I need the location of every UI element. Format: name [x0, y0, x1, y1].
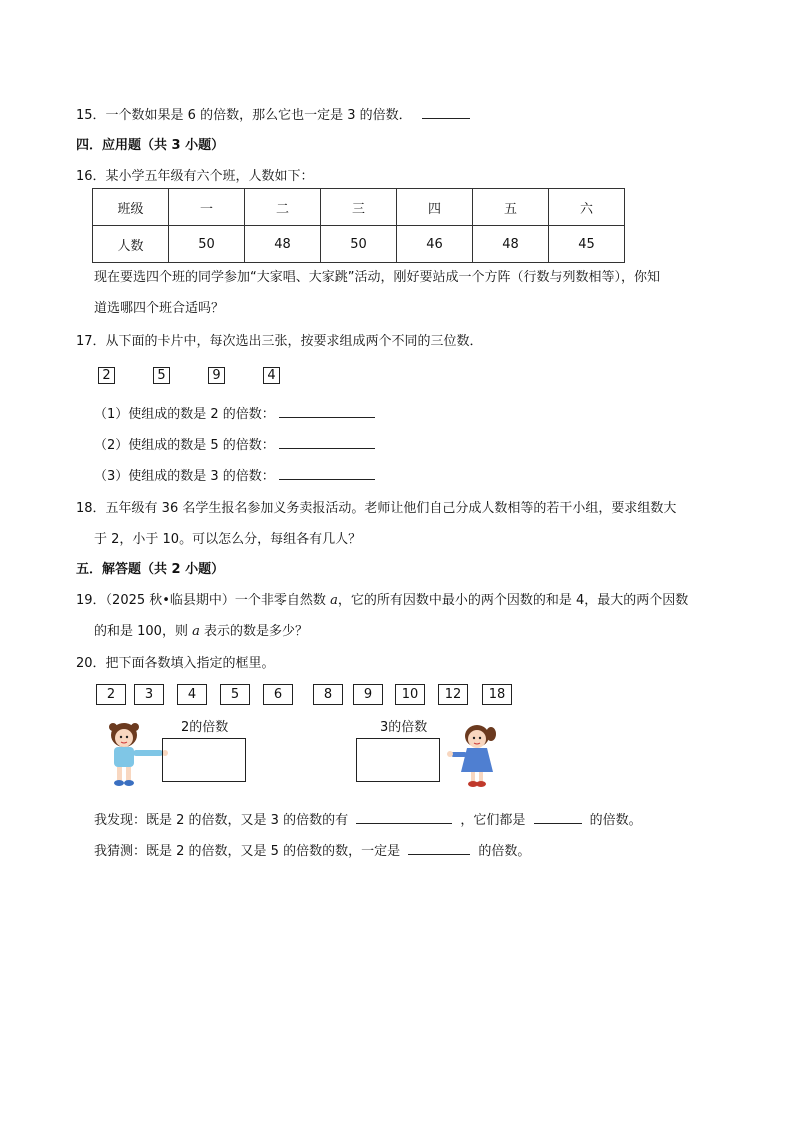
q20-guess-text-b: 的倍数。 [478, 844, 531, 859]
q17-sub2-blank[interactable] [279, 436, 375, 449]
q20-multiple-of-blank[interactable] [534, 811, 582, 824]
q17-sub3-blank[interactable] [279, 467, 375, 480]
class-size-table [92, 188, 625, 263]
table-cell: 45 [549, 226, 625, 263]
q19-variable: a [330, 593, 338, 608]
q15-answer-blank[interactable] [422, 106, 470, 119]
q18-line2: 于 2，小于 10。可以怎么分，每组各有几人？ [94, 532, 362, 547]
number-tile: 8 [313, 684, 343, 705]
q19-line1-start: 19．（2025 秋•临县期中）一个非零自然数 [76, 593, 331, 608]
q17-sub1 [94, 403, 375, 422]
number-tile: 4 [177, 684, 207, 705]
q19-line1 [76, 589, 688, 608]
q17-sub3-text: （3）使组成的数是 3 的倍数： [94, 469, 275, 484]
q20-discovery-line [94, 809, 642, 828]
table-row [93, 226, 625, 263]
section-5-title: 五．解答题（共 2 小题） [76, 562, 225, 577]
q20-common-multiples-blank[interactable] [356, 811, 452, 824]
number-tile: 5 [220, 684, 250, 705]
number-tile: 3 [134, 684, 164, 705]
girl-waving-illustration [447, 722, 507, 788]
table-cell: 三 [321, 189, 397, 226]
multiples-of-2-box[interactable] [162, 738, 246, 782]
q19-line2-start: 的和是 100，则 [94, 624, 193, 639]
q18-line1: 18．五年级有 36 名学生报名参加义务卖报活动。老师让他们自己分成人数相等的若干小组，要求组数大 [76, 501, 677, 516]
table-cell: 50 [169, 226, 245, 263]
number-tile: 18 [482, 684, 512, 705]
q19-variable: a [192, 624, 200, 639]
table-cell: 二 [245, 189, 321, 226]
table-cell: 一 [169, 189, 245, 226]
number-card: 2 [98, 367, 115, 384]
q19-line1-end: ，它的所有因数中最小的两个因数的和是 4，最大的两个因数 [337, 593, 689, 608]
q17-sub3 [94, 465, 375, 484]
q16-text: 16．某小学五年级有六个班，人数如下： [76, 169, 314, 184]
table-cell: 48 [245, 226, 321, 263]
table-cell: 46 [397, 226, 473, 263]
number-tile: 12 [438, 684, 468, 705]
number-card: 4 [263, 367, 280, 384]
q15-text: 15．一个数如果是 6 的倍数，那么它也一定是 3 的倍数． [76, 108, 412, 123]
q20-guess-line [94, 840, 530, 859]
multiples-of-3-box[interactable] [356, 738, 440, 782]
q17-sub2-text: （2）使组成的数是 5 的倍数： [94, 438, 275, 453]
number-tile: 2 [96, 684, 126, 705]
q19-line2-end: 表示的数是多少？ [199, 624, 308, 639]
q20-guess-text-a: 我猜测：既是 2 的倍数，又是 5 的倍数的数，一定是 [94, 844, 401, 859]
number-tile: 9 [353, 684, 383, 705]
table-cell: 班级 [93, 189, 169, 226]
table-cell: 四 [397, 189, 473, 226]
box-label-multiples-of-2: 2的倍数 [181, 720, 229, 735]
q20-text: 20．把下面各数填入指定的框里。 [76, 656, 275, 671]
q17-sub1-text: （1）使组成的数是 2 的倍数： [94, 407, 275, 422]
table-row [93, 189, 625, 226]
q19-line2 [94, 620, 308, 639]
question-15 [76, 104, 470, 123]
table-cell: 人数 [93, 226, 169, 263]
q17-text: 17．从下面的卡片中，每次选出三张，按要求组成两个不同的三位数． [76, 334, 483, 349]
number-tile: 10 [395, 684, 425, 705]
number-tile: 6 [263, 684, 293, 705]
box-label-multiples-of-3: 3的倍数 [380, 720, 428, 735]
q17-sub1-blank[interactable] [279, 405, 375, 418]
q20-find-text-c: 的倍数。 [589, 813, 642, 828]
q16-line2: 现在要选四个班的同学参加“大家唱、大家跳”活动，刚好要站成一个方阵（行数与列数相等），你知 [94, 270, 660, 285]
number-card: 5 [153, 367, 170, 384]
table-cell: 48 [473, 226, 549, 263]
q20-find-text-b: ，它们都是 [460, 813, 526, 828]
q20-guess-blank[interactable] [408, 842, 470, 855]
table-cell: 五 [473, 189, 549, 226]
q20-find-text-a: 我发现：既是 2 的倍数，又是 3 的倍数的有 [94, 813, 349, 828]
section-4-title: 四．应用题（共 3 小题） [76, 138, 225, 153]
number-card: 9 [208, 367, 225, 384]
table-cell: 50 [321, 226, 397, 263]
table-cell: 六 [549, 189, 625, 226]
q17-sub2 [94, 434, 375, 453]
q16-line3: 道选哪四个班合适吗？ [94, 301, 225, 316]
